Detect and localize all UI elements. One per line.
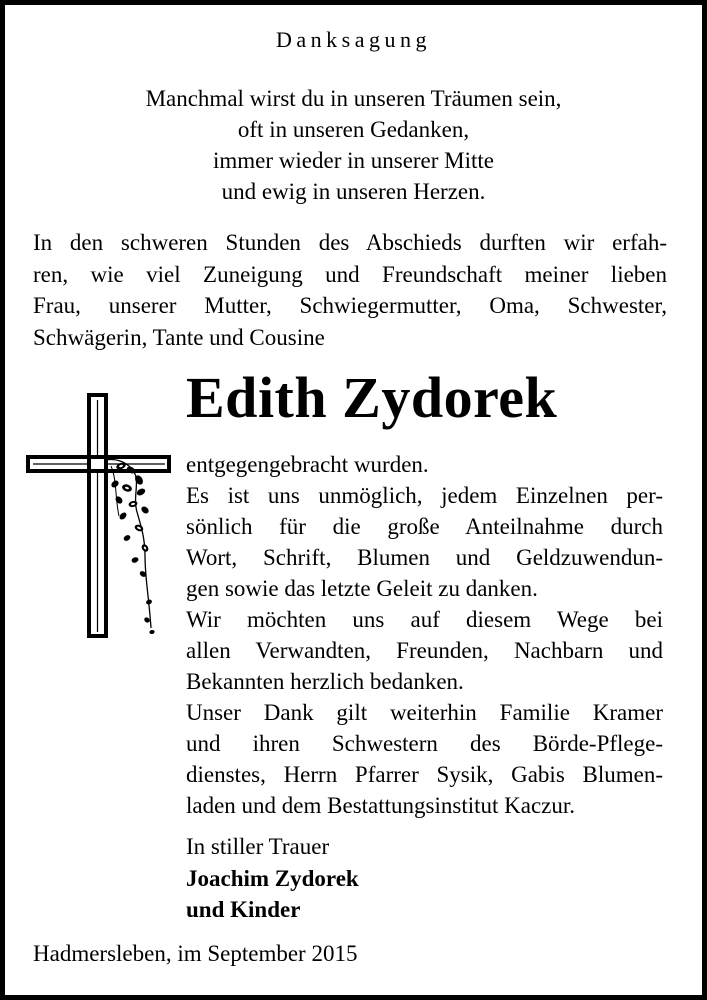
- intro-paragraph: [33, 227, 667, 353]
- body-line: gen sowie das letzte Geleit zu danken.: [186, 576, 538, 601]
- intro-line: Schwägerin, Tante und Cousine: [33, 324, 325, 350]
- body-line: Es ist uns unmöglich, jedem Einzelnen per-: [186, 483, 663, 508]
- signature-family: und Kinder: [186, 897, 301, 922]
- body-line: sönlich für die große Anteilnahme durch: [186, 514, 663, 539]
- poem-line: immer wieder in unserer Mitte: [212, 148, 495, 173]
- obituary-card: [5, 5, 702, 995]
- poem: [5, 83, 702, 207]
- heading: Danksagung: [276, 27, 431, 52]
- deceased-name: Edith Zydorek: [186, 365, 558, 430]
- signature-name: Joachim Zydorek: [186, 865, 359, 891]
- poem-line: Manchmal wirst du in unseren Träumen sein,: [145, 86, 562, 111]
- body-line: Bekannten herzlich bedanken.: [186, 669, 464, 694]
- intro-line: ren, wie viel Zuneigung und Freundschaft meiner lieben: [33, 261, 667, 287]
- poem-line: oft in unseren Gedanken,: [237, 117, 470, 142]
- place-date: Hadmersleben, im September 2015: [33, 941, 358, 966]
- body-line: Wir möchten uns auf diesem Wege bei: [186, 607, 663, 632]
- body-line: entgegengebracht wurden.: [186, 452, 429, 477]
- body-line: Wort, Schrift, Blumen und Geldzuwendun-: [186, 545, 663, 570]
- intro-line: In den schweren Stunden des Abschieds durften wir erfah-: [33, 230, 667, 255]
- poem-line: und ewig in unseren Herzen.: [221, 179, 486, 204]
- body-paragraph: [186, 449, 663, 821]
- body-line: und ihren Schwestern des Börde-Pflege-: [186, 731, 663, 756]
- cross-with-ivy-icon: [21, 388, 171, 638]
- body-line: laden und dem Bestattungsinstitut Kaczur.: [186, 793, 576, 818]
- signature-block: [186, 831, 359, 926]
- body-line: allen Verwandten, Freunden, Nachbarn und: [186, 638, 663, 663]
- body-line: dienstes, Herrn Pfarrer Sysik, Gabis Blumen-: [186, 762, 663, 787]
- body-line: Unser Dank gilt weiterhin Familie Kramer: [186, 700, 663, 725]
- intro-line: Frau, unserer Mutter, Schwiegermutter, Oma, Schwester,: [33, 293, 667, 318]
- signature-intro: In stiller Trauer: [186, 834, 330, 859]
